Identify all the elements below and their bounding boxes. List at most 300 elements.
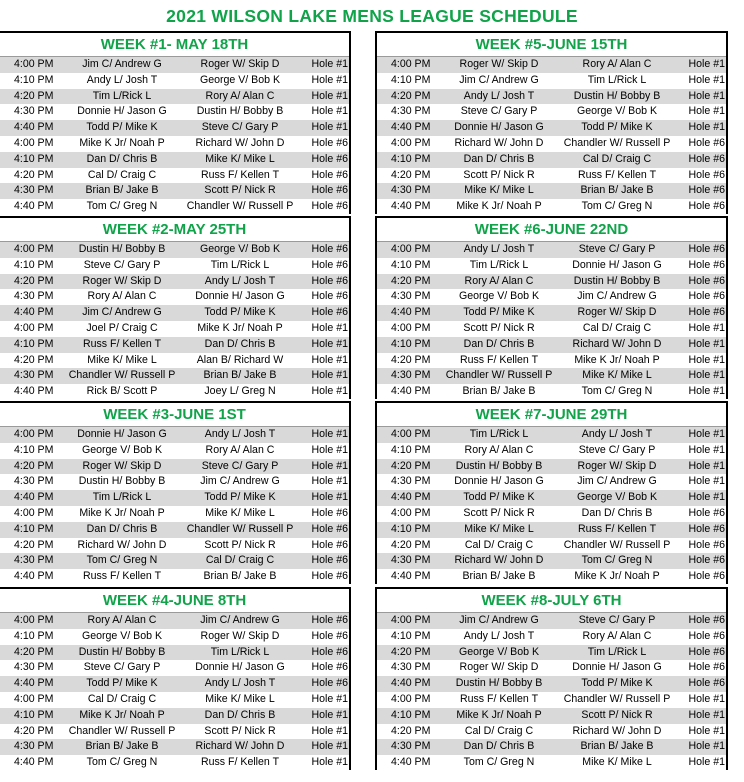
hole-cell: Hole #1: [311, 369, 348, 382]
tee-time-cell: 4:20 PM: [14, 89, 54, 102]
schedule-row: [0, 289, 349, 305]
team-one-cell: Donnie H/ Jason G: [454, 121, 544, 134]
schedule-row: [377, 337, 726, 353]
tee-time-cell: 4:00 PM: [14, 136, 54, 149]
hole-cell: Hole #1: [688, 724, 725, 737]
hole-cell: Hole #6: [311, 274, 348, 287]
team-two-cell: Cal D/ Craig C: [205, 554, 275, 567]
team-one-cell: Richard W/ John D: [454, 136, 544, 149]
hole-cell: Hole #1: [311, 692, 348, 705]
schedule-row: [377, 321, 726, 337]
team-two-cell: Donnie H/ Jason G: [572, 258, 662, 271]
hole-cell: Hole #1: [688, 692, 725, 705]
tee-time-cell: 4:20 PM: [391, 168, 431, 181]
team-one-cell: Brian B/ Jake B: [462, 385, 536, 398]
schedule-row: [377, 168, 726, 184]
team-two-cell: George V/ Bob K: [576, 105, 658, 118]
hole-cell: Hole #6: [688, 184, 725, 197]
week-title: WEEK #7-JUNE 29TH: [377, 403, 726, 427]
schedule-row: [377, 104, 726, 120]
hole-cell: Hole #1: [311, 121, 348, 134]
schedule-row: [0, 645, 349, 661]
hole-cell: Hole #1: [688, 475, 725, 488]
schedule-row: [0, 274, 349, 290]
schedule-row: [377, 490, 726, 506]
team-one-cell: Mike K/ Mike L: [87, 353, 157, 366]
team-one-cell: Russ F/ Kellen T: [459, 353, 539, 366]
team-one-cell: Rory A/ Alan C: [87, 290, 157, 303]
tee-time-cell: 4:30 PM: [391, 290, 431, 303]
team-one-cell: Jim C/ Andrew G: [82, 58, 162, 70]
schedule-row: [377, 474, 726, 490]
schedule-row: [0, 490, 349, 506]
schedule-row: [377, 89, 726, 105]
schedule-row: [0, 152, 349, 168]
team-two-cell: Dustin H/ Bobby B: [573, 89, 661, 102]
schedule-row: [0, 538, 349, 554]
team-two-cell: Chandler W/ Russell P: [563, 136, 671, 149]
schedule-row: [377, 183, 726, 199]
team-two-cell: Steve C/ Gary P: [578, 243, 656, 255]
team-one-cell: Andy L/ Josh T: [463, 89, 535, 102]
tee-time-cell: 4:10 PM: [391, 73, 431, 86]
week-title: WEEK #6-JUNE 22ND: [377, 218, 726, 242]
team-two-cell: Tim L/Rick L: [587, 73, 647, 86]
schedule-row: [0, 629, 349, 645]
tee-time-cell: 4:30 PM: [14, 369, 54, 382]
team-two-cell: Tom C/ Greg N: [581, 385, 653, 398]
tee-time-cell: 4:10 PM: [391, 443, 431, 456]
hole-cell: Hole #6: [311, 614, 348, 626]
hole-cell: Hole #1: [688, 428, 725, 440]
hole-cell: Hole #1: [311, 105, 348, 118]
hole-cell: Hole #1: [311, 724, 348, 737]
schedule-row: [377, 676, 726, 692]
team-one-cell: Jim C/ Andrew G: [82, 306, 162, 319]
team-two-cell: Russ F/ Kellen T: [200, 168, 280, 181]
schedule-row: [377, 353, 726, 369]
tee-time-cell: 4:40 PM: [391, 200, 431, 213]
schedule-row: [0, 724, 349, 740]
schedule-row: [377, 199, 726, 215]
schedule-row: [0, 242, 349, 258]
team-two-cell: Dan D/ Chris B: [204, 708, 276, 721]
hole-cell: Hole #6: [688, 200, 725, 213]
team-one-cell: Dustin H/ Bobby B: [455, 459, 543, 472]
schedule-row: [0, 384, 349, 400]
hole-cell: Hole #6: [311, 677, 348, 690]
tee-time-cell: 4:30 PM: [14, 184, 54, 197]
team-one-cell: Andy L/ Josh T: [463, 629, 535, 642]
hole-cell: Hole #1: [688, 369, 725, 382]
schedule-row: [377, 73, 726, 89]
team-one-cell: Rick B/ Scott P: [86, 385, 158, 398]
team-one-cell: Scott P/ Nick R: [463, 168, 535, 181]
schedule-row: [377, 274, 726, 290]
team-two-cell: Jim C/ Andrew G: [577, 475, 657, 488]
team-two-cell: Mike K Jr/ Noah P: [574, 353, 660, 366]
schedule-row: [0, 708, 349, 724]
schedule-row: [0, 755, 349, 771]
team-two-cell: Mike K Jr/ Noah P: [197, 321, 283, 334]
schedule-row: [0, 676, 349, 692]
schedule-row: [0, 613, 349, 629]
schedule-row: [0, 506, 349, 522]
week-title: WEEK #8-JULY 6TH: [377, 589, 726, 613]
team-one-cell: Russ F/ Kellen T: [82, 337, 162, 350]
schedule-row: [0, 368, 349, 384]
hole-cell: Hole #6: [688, 306, 725, 319]
tee-time-cell: 4:10 PM: [14, 629, 54, 642]
team-two-cell: Cal D/ Craig C: [582, 321, 652, 334]
team-one-cell: Tim L/Rick L: [469, 428, 529, 440]
team-one-cell: Andy L/ Josh T: [463, 243, 535, 255]
team-two-cell: Tim L/Rick L: [210, 645, 270, 658]
team-two-cell: George V/ Bob K: [199, 73, 281, 86]
tee-time-cell: 4:20 PM: [14, 168, 54, 181]
team-two-cell: Donnie H/ Jason G: [572, 661, 662, 674]
tee-time-cell: 4:20 PM: [391, 459, 431, 472]
schedule-row: [377, 739, 726, 755]
team-one-cell: Todd P/ Mike K: [86, 677, 158, 690]
tee-time-cell: 4:10 PM: [391, 337, 431, 350]
week-title: WEEK #5-JUNE 15TH: [377, 33, 726, 57]
schedule-row: [377, 368, 726, 384]
team-two-cell: Donnie H/ Jason G: [195, 661, 285, 674]
team-one-cell: Rory A/ Alan C: [464, 274, 534, 287]
team-two-cell: Andy L/ Josh T: [204, 428, 276, 440]
hole-cell: Hole #6: [688, 645, 725, 658]
schedule-row: [0, 660, 349, 676]
tee-time-cell: 4:20 PM: [14, 724, 54, 737]
schedule-row: [377, 443, 726, 459]
team-two-cell: Mike K/ Mike L: [582, 369, 652, 382]
hole-cell: Hole #1: [311, 321, 348, 334]
team-one-cell: Tom C/ Greg N: [86, 200, 158, 213]
team-two-cell: Andy L/ Josh T: [581, 428, 653, 440]
team-one-cell: Dan D/ Chris B: [463, 337, 535, 350]
schedule-row: [377, 724, 726, 740]
schedule-row: [0, 569, 349, 585]
hole-cell: Hole #6: [311, 506, 348, 519]
schedule-row: [377, 258, 726, 274]
hole-cell: Hole #6: [688, 629, 725, 642]
schedule-row: [377, 660, 726, 676]
team-one-cell: Steve C/ Gary P: [83, 661, 161, 674]
hole-cell: Hole #1: [688, 385, 725, 398]
hole-cell: Hole #6: [688, 274, 725, 287]
schedule-row: [0, 459, 349, 475]
team-two-cell: Dan D/ Chris B: [204, 337, 276, 350]
hole-cell: Hole #1: [311, 337, 348, 350]
tee-time-cell: 4:40 PM: [391, 570, 431, 583]
hole-cell: Hole #1: [688, 337, 725, 350]
hole-cell: Hole #1: [311, 459, 348, 472]
week-block: [375, 216, 728, 399]
team-one-cell: Dustin H/ Bobby B: [455, 677, 543, 690]
team-two-cell: Chandler W/ Russell P: [563, 538, 671, 551]
tee-time-cell: 4:40 PM: [14, 385, 54, 398]
schedule-row: [0, 89, 349, 105]
tee-time-cell: 4:10 PM: [14, 73, 54, 86]
team-one-cell: Richard W/ John D: [454, 554, 544, 567]
team-two-cell: Mike K/ Mike L: [205, 152, 275, 165]
hole-cell: Hole #6: [311, 152, 348, 165]
schedule-row: [0, 199, 349, 215]
team-two-cell: Andy L/ Josh T: [204, 274, 276, 287]
team-one-cell: Mike K Jr/ Noah P: [79, 136, 165, 149]
tee-time-cell: 4:40 PM: [14, 756, 54, 769]
hole-cell: Hole #1: [688, 58, 725, 70]
hole-cell: Hole #1: [311, 740, 348, 753]
schedule-row: [0, 136, 349, 152]
team-two-cell: Scott P/ Nick R: [204, 538, 276, 551]
hole-cell: Hole #1: [311, 428, 348, 440]
tee-time-cell: 4:30 PM: [391, 105, 431, 118]
team-one-cell: Donnie H/ Jason G: [454, 475, 544, 488]
hole-cell: Hole #6: [311, 661, 348, 674]
team-two-cell: Scott P/ Nick R: [581, 708, 653, 721]
hole-cell: Hole #6: [688, 152, 725, 165]
hole-cell: Hole #6: [688, 570, 725, 583]
tee-time-cell: 4:20 PM: [391, 353, 431, 366]
tee-time-cell: 4:30 PM: [391, 661, 431, 674]
tee-time-cell: 4:40 PM: [14, 491, 54, 504]
team-one-cell: Todd P/ Mike K: [463, 491, 535, 504]
hole-cell: Hole #1: [688, 121, 725, 134]
tee-time-cell: 4:40 PM: [14, 121, 54, 134]
hole-cell: Hole #1: [688, 740, 725, 753]
tee-time-cell: 4:10 PM: [391, 258, 431, 271]
team-two-cell: Mike K/ Mike L: [205, 506, 275, 519]
hole-cell: Hole #1: [688, 353, 725, 366]
team-two-cell: Chandler W/ Russell P: [186, 522, 294, 535]
tee-time-cell: 4:40 PM: [14, 677, 54, 690]
tee-time-cell: 4:40 PM: [391, 756, 431, 769]
tee-time-cell: 4:30 PM: [14, 554, 54, 567]
tee-time-cell: 4:10 PM: [14, 337, 54, 350]
team-two-cell: Richard W/ John D: [572, 337, 662, 350]
week-block: [375, 31, 728, 214]
schedule-row: [0, 353, 349, 369]
team-two-cell: Rory A/ Alan C: [582, 629, 652, 642]
schedule-row: [377, 506, 726, 522]
hole-cell: Hole #1: [311, 353, 348, 366]
tee-time-cell: 4:20 PM: [14, 459, 54, 472]
team-one-cell: Rory A/ Alan C: [87, 614, 157, 626]
team-one-cell: Russ F/ Kellen T: [82, 570, 162, 583]
team-one-cell: Dustin H/ Bobby B: [78, 475, 166, 488]
hole-cell: Hole #1: [688, 491, 725, 504]
hole-cell: Hole #6: [311, 168, 348, 181]
team-two-cell: Chandler W/ Russell P: [563, 692, 671, 705]
week-title: WEEK #4-JUNE 8TH: [0, 589, 349, 613]
team-two-cell: Brian B/ Jake B: [580, 184, 654, 197]
team-one-cell: Mike K/ Mike L: [464, 184, 534, 197]
hole-cell: Hole #6: [688, 290, 725, 303]
tee-time-cell: 4:10 PM: [391, 629, 431, 642]
team-two-cell: Richard W/ John D: [195, 740, 285, 753]
team-two-cell: Cal D/ Craig C: [582, 152, 652, 165]
schedule-row: [377, 384, 726, 400]
week-block: [0, 587, 351, 770]
hole-cell: Hole #6: [688, 554, 725, 567]
schedule-row: [0, 443, 349, 459]
team-two-cell: Dustin H/ Bobby B: [573, 274, 661, 287]
team-two-cell: Chandler W/ Russell P: [186, 200, 294, 213]
team-one-cell: Tom C/ Greg N: [86, 756, 158, 769]
team-one-cell: Cal D/ Craig C: [87, 692, 157, 705]
team-two-cell: Brian B/ Jake B: [203, 570, 277, 583]
tee-time-cell: 4:20 PM: [391, 89, 431, 102]
hole-cell: Hole #6: [311, 243, 348, 255]
team-one-cell: Chandler W/ Russell P: [68, 369, 176, 382]
team-two-cell: Todd P/ Mike K: [581, 121, 653, 134]
team-two-cell: Richard W/ John D: [195, 136, 285, 149]
hole-cell: Hole #6: [688, 168, 725, 181]
team-one-cell: Chandler W/ Russell P: [68, 724, 176, 737]
schedule-row: [0, 427, 349, 443]
tee-time-cell: 4:00 PM: [14, 692, 54, 705]
team-one-cell: Dan D/ Chris B: [86, 522, 158, 535]
schedule-row: [377, 538, 726, 554]
tee-time-cell: 4:20 PM: [391, 645, 431, 658]
team-one-cell: Cal D/ Craig C: [464, 724, 534, 737]
tee-time-cell: 4:30 PM: [14, 105, 54, 118]
team-two-cell: Todd P/ Mike K: [204, 491, 276, 504]
team-two-cell: Jim C/ Andrew G: [577, 290, 657, 303]
team-one-cell: Jim C/ Andrew G: [459, 73, 539, 86]
tee-time-cell: 4:00 PM: [391, 428, 431, 440]
tee-time-cell: 4:10 PM: [14, 708, 54, 721]
hole-cell: Hole #1: [688, 105, 725, 118]
team-one-cell: Roger W/ Skip D: [82, 459, 162, 472]
hole-cell: Hole #6: [311, 306, 348, 319]
tee-time-cell: 4:10 PM: [391, 708, 431, 721]
hole-cell: Hole #6: [688, 243, 725, 255]
team-two-cell: Mike K/ Mike L: [205, 692, 275, 705]
team-two-cell: Russ F/ Kellen T: [200, 756, 280, 769]
team-one-cell: Dan D/ Chris B: [463, 152, 535, 165]
tee-time-cell: 4:00 PM: [14, 243, 54, 255]
schedule-row: [377, 629, 726, 645]
team-one-cell: Mike K Jr/ Noah P: [79, 708, 165, 721]
team-one-cell: Russ F/ Kellen T: [459, 692, 539, 705]
team-two-cell: Todd P/ Mike K: [204, 306, 276, 319]
team-one-cell: Roger W/ Skip D: [82, 274, 162, 287]
schedule-row: [377, 692, 726, 708]
tee-time-cell: 4:00 PM: [14, 428, 54, 440]
hole-cell: Hole #6: [688, 614, 725, 626]
tee-time-cell: 4:00 PM: [391, 321, 431, 334]
schedule-row: [0, 73, 349, 89]
schedule-row: [0, 305, 349, 321]
tee-time-cell: 4:30 PM: [14, 290, 54, 303]
tee-time-cell: 4:00 PM: [14, 58, 54, 70]
team-one-cell: George V/ Bob K: [458, 645, 540, 658]
hole-cell: Hole #6: [311, 200, 348, 213]
hole-cell: Hole #6: [688, 136, 725, 149]
team-one-cell: Todd P/ Mike K: [86, 121, 158, 134]
hole-cell: Hole #6: [311, 538, 348, 551]
tee-time-cell: 4:40 PM: [391, 121, 431, 134]
team-two-cell: Mike K Jr/ Noah P: [574, 570, 660, 583]
schedule-row: [0, 337, 349, 353]
hole-cell: Hole #6: [688, 538, 725, 551]
tee-time-cell: 4:10 PM: [14, 258, 54, 271]
schedule-row: [0, 120, 349, 136]
team-two-cell: Roger W/ Skip D: [577, 306, 657, 319]
hole-cell: Hole #1: [311, 385, 348, 398]
hole-cell: Hole #6: [688, 522, 725, 535]
team-two-cell: Rory A/ Alan C: [205, 443, 275, 456]
tee-time-cell: 4:00 PM: [391, 136, 431, 149]
team-one-cell: Roger W/ Skip D: [459, 661, 539, 674]
team-two-cell: Steve C/ Gary P: [201, 121, 279, 134]
schedule-row: [377, 459, 726, 475]
week-title: WEEK #1- MAY 18TH: [0, 33, 349, 57]
schedule-row: [0, 104, 349, 120]
tee-time-cell: 4:40 PM: [391, 385, 431, 398]
tee-time-cell: 4:10 PM: [14, 443, 54, 456]
team-two-cell: Alan B/ Richard W: [196, 353, 284, 366]
tee-time-cell: 4:00 PM: [391, 692, 431, 705]
schedule-row: [0, 321, 349, 337]
tee-time-cell: 4:30 PM: [391, 740, 431, 753]
schedule-row: [0, 57, 349, 73]
team-one-cell: George V/ Bob K: [81, 629, 163, 642]
hole-cell: Hole #6: [688, 506, 725, 519]
schedule-row: [377, 289, 726, 305]
schedule-row: [377, 57, 726, 73]
team-one-cell: Richard W/ John D: [77, 538, 167, 551]
schedule-row: [0, 474, 349, 490]
hole-cell: Hole #1: [688, 756, 725, 769]
team-two-cell: Tim L/Rick L: [210, 258, 270, 271]
schedule-row: [377, 755, 726, 771]
tee-time-cell: 4:00 PM: [14, 506, 54, 519]
week-block: [0, 401, 351, 584]
team-two-cell: George V/ Bob K: [199, 243, 281, 255]
hole-cell: Hole #1: [688, 708, 725, 721]
hole-cell: Hole #1: [311, 73, 348, 86]
tee-time-cell: 4:10 PM: [14, 522, 54, 535]
schedule-row: [377, 242, 726, 258]
team-one-cell: Rory A/ Alan C: [464, 443, 534, 456]
schedule-row: [377, 613, 726, 629]
team-two-cell: Todd P/ Mike K: [581, 677, 653, 690]
tee-time-cell: 4:00 PM: [14, 614, 54, 626]
tee-time-cell: 4:40 PM: [391, 491, 431, 504]
team-one-cell: George V/ Bob K: [458, 290, 540, 303]
schedule-row: [0, 522, 349, 538]
tee-time-cell: 4:00 PM: [391, 614, 431, 626]
schedule-row: [377, 645, 726, 661]
team-one-cell: Brian B/ Jake B: [85, 740, 159, 753]
team-one-cell: Steve C/ Gary P: [83, 258, 161, 271]
team-two-cell: Andy L/ Josh T: [204, 677, 276, 690]
week-title: WEEK #2-MAY 25TH: [0, 218, 349, 242]
team-one-cell: Donnie H/ Jason G: [77, 428, 167, 440]
tee-time-cell: 4:20 PM: [14, 274, 54, 287]
team-one-cell: Dan D/ Chris B: [463, 740, 535, 753]
tee-time-cell: 4:20 PM: [391, 538, 431, 551]
team-one-cell: Donnie H/ Jason G: [77, 105, 167, 118]
team-one-cell: Roger W/ Skip D: [459, 58, 539, 70]
hole-cell: Hole #1: [311, 491, 348, 504]
tee-time-cell: 4:20 PM: [14, 645, 54, 658]
team-one-cell: Mike K/ Mike L: [464, 522, 534, 535]
